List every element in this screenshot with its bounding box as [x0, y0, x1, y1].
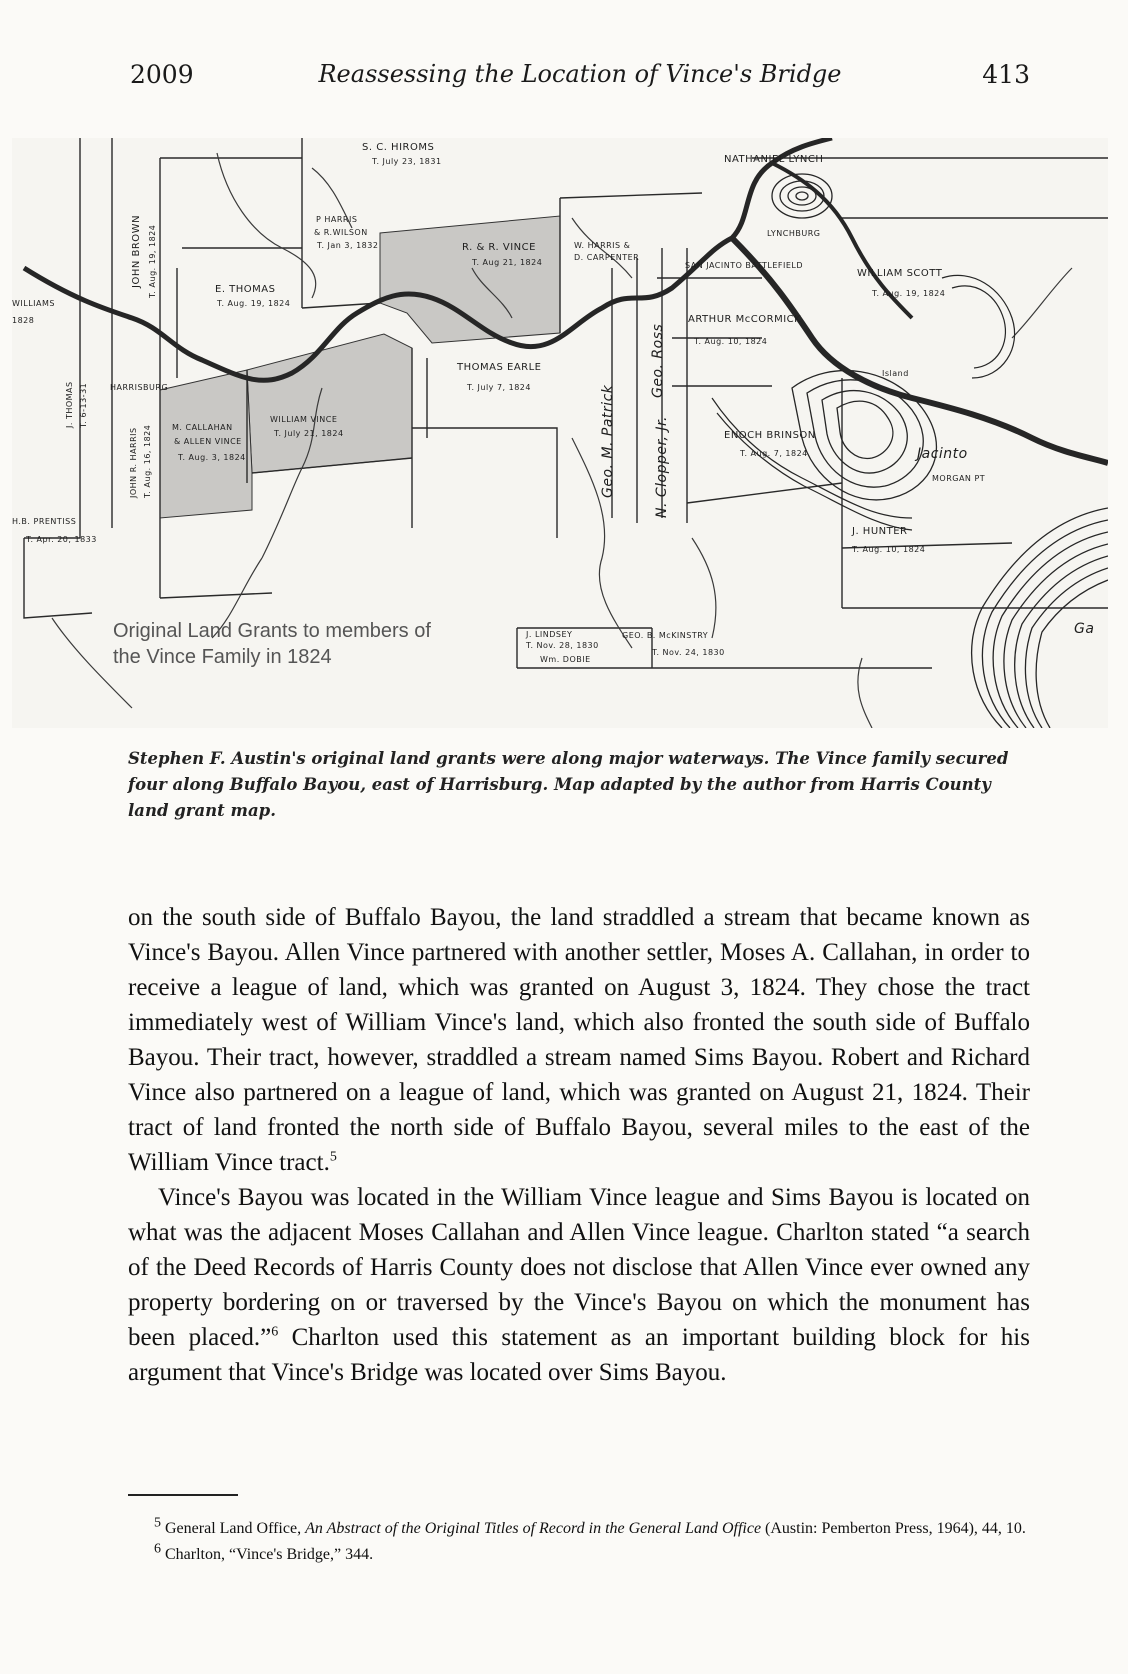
map-label-rr-vince: R. & R. VINCE — [462, 242, 536, 253]
map-label-r-wilson: & R.WILSON — [314, 228, 368, 237]
map-label-thomas-earle: THOMAS EARLE — [457, 362, 542, 373]
map-label-harris-wilson-date: T. Jan 3, 1832 — [317, 241, 379, 250]
map-label-william-vince-date: T. July 21, 1824 — [274, 429, 344, 438]
map-label-arthur-mccormick-date: T. Aug. 10, 1824 — [694, 337, 768, 346]
map-label-william-scott: WILLIAM SCOTT — [857, 268, 943, 279]
map-label-rr-vince-date: T. Aug 21, 1824 — [472, 258, 543, 267]
tract-william-vince — [247, 334, 412, 473]
map-label-allen-vince: & ALLEN VINCE — [174, 437, 242, 446]
map-label-enoch-brinson: ENOCH BRINSON — [724, 430, 816, 441]
footnote-5 — [128, 1516, 1030, 1542]
map-label-dobie: Wm. DOBIE — [540, 655, 591, 664]
galveston-bay — [972, 508, 1108, 728]
map-label-e-thomas-date: T. Aug. 19, 1824 — [217, 299, 291, 308]
footnote-ref-6: 6 — [271, 1324, 279, 1340]
map-label-s-chiroms: S. C. HIROMS — [362, 142, 435, 153]
footnote-5-text-b: (Austin: Pemberton Press, 1964), 44, 10. — [761, 1520, 1026, 1537]
map-label-j-hunter-date: T. Aug. 10, 1824 — [852, 545, 926, 554]
map-label-williams: WILLIAMS — [12, 299, 55, 308]
paragraph-2 — [128, 1180, 1030, 1390]
map-label-geo-patrick: Geo. M. Patrick — [600, 384, 616, 498]
map-label-enoch-brinson-date: T. Aug. 7, 1824 — [740, 449, 808, 458]
map-label-island: Island — [882, 369, 909, 378]
body-text — [128, 900, 1030, 1390]
header-title: Reassessing the Location of Vince's Bridge — [318, 60, 842, 88]
map-label-w-harris: W. HARRIS & — [574, 241, 631, 250]
map-label-mccallahan-date: T. Aug. 3, 1824 — [178, 453, 246, 462]
map-label-geo-ross: Geo. Ross — [650, 323, 666, 398]
map-label-san-jacinto-bay: Jacinto — [917, 446, 968, 462]
map-label-williams-date: 1828 — [12, 316, 35, 325]
paragraph-1 — [128, 900, 1030, 1180]
footnote-6-number: 6 — [154, 1541, 161, 1557]
footnote-6 — [128, 1542, 1030, 1568]
footnote-5-title: An Abstract of the Original Titles of Record in the General Land Office — [305, 1520, 762, 1537]
map-label-arthur-mccormick: ARTHUR McCORMICK — [688, 314, 802, 325]
map-label-s-chiroms-date: T. July 23, 1831 — [372, 157, 442, 166]
footnotes — [128, 1516, 1030, 1568]
map-label-morgan-pt: MORGAN PT — [932, 474, 986, 483]
map-label-william-scott-date: T. Aug. 19, 1824 — [872, 289, 946, 298]
land-grant-map — [12, 138, 1108, 728]
map-label-n-clopper: N. Clopper, Jr. — [654, 416, 670, 518]
map-label-john-brown-date: T. Aug. 19, 1824 — [148, 224, 157, 298]
map-label-j-hunter: J. HUNTER — [852, 526, 908, 537]
map-label-b-prentiss: H.B. PRENTISS — [12, 517, 77, 526]
map-label-j-lindsey: J. LINDSEY — [526, 630, 573, 639]
header-year: 2009 — [130, 60, 194, 89]
map-label-j-thomas: J. THOMAS — [65, 381, 74, 428]
map-label-san-jacinto-battlefield: SAN JACINTO BATTLEFIELD — [685, 261, 804, 270]
footnote-6-text: Charlton, “Vince's Bridge,” 344. — [161, 1546, 374, 1563]
map-label-geo-mckinstry: GEO. B. McKINSTRY — [622, 631, 709, 640]
map-label-j-lindsey-date: T. Nov. 28, 1830 — [526, 641, 599, 650]
paragraph-2-text-a: Vince's Bayou was located in the William Vince league and Sims Bayou is located on what was the adjacent Moses Callahan and Allen Vince league. Charlton stated “a search of the Deed Records of Harris County does not disclose that Allen Vince ever owned any property bordering on or traversed by the Vince's Bayou on which the monument has been placed.” — [128, 1184, 1030, 1351]
map-inset-caption — [113, 618, 431, 670]
map-label-lynchburg: LYNCHBURG — [767, 229, 821, 238]
header-page-number: 413 — [982, 60, 1030, 89]
running-header — [130, 60, 1030, 100]
map-label-john-r-harris-date: T. Aug. 16, 1824 — [143, 424, 152, 498]
footnote-5-number: 5 — [154, 1515, 161, 1531]
map-inset-caption-line1: Original Land Grants to members of — [113, 620, 431, 642]
map-label-d-carpenter: D. CARPENTER — [574, 253, 640, 262]
map-label-geo-mckinstry-date: T. Nov. 24, 1830 — [652, 648, 725, 657]
map-inset-caption-line2: the Vince Family in 1824 — [113, 646, 332, 668]
footnote-rule — [128, 1494, 238, 1496]
map-label-john-r-harris: JOHN R. HARRIS — [129, 427, 138, 498]
figure-caption: Stephen F. Austin's original land grants were along major waterways. The Vince family secured four along Buffalo Bayou, east of Harrisburg. Map adapted by the author from Harris County land grant map. — [128, 749, 1009, 820]
map-label-e-thomas: E. THOMAS — [215, 284, 276, 295]
map-label-william-vince: WILLIAM VINCE — [270, 415, 338, 424]
map-label-mccallahan: M. CALLAHAN — [172, 423, 233, 432]
map-label-thomas-earle-date: T. July 7, 1824 — [467, 383, 531, 392]
map-label-b-prentiss-date: T. Apr. 20, 1833 — [26, 535, 97, 544]
tract-rr-vince — [380, 216, 560, 343]
map-label-nathaniel-lynch: NATHANIEL LYNCH — [724, 154, 824, 165]
paragraph-2-text-b: Charlton used this statement as an important building block for his argument that Vince's Bridge was located over Sims Bayou. — [128, 1324, 1030, 1386]
map-label-p-harris: P HARRIS — [316, 215, 358, 224]
map-label-galveston: Ga — [1074, 621, 1095, 637]
map-label-j-thomas-date: T. 6-13-31 — [79, 382, 88, 428]
map-label-harrisburg: HARRISBURG — [110, 383, 169, 392]
paragraph-1-text: on the south side of Buffalo Bayou, the land straddled a stream that became known as Vince's Bayou. Allen Vince partnered with another settler, Moses A. Callahan, in order to receive a league of land, which was granted on August 3, 1824. They chose the tract immediately west of William Vince's land, which also fronted the south side of Buffalo Bayou. Their tract, however, straddled a stream named Sims Bayou. Robert and Richard Vince also partnered on a league of land, which was granted on August 21, 1824. Their tract of land fronted the north side of Buffalo Bayou, several miles to the east of the William Vince tract. — [128, 904, 1030, 1176]
footnote-ref-5: 5 — [329, 1149, 337, 1165]
footnote-5-text-a: General Land Office, — [161, 1520, 306, 1537]
map-label-john-brown: JOHN BROWN — [131, 214, 142, 288]
